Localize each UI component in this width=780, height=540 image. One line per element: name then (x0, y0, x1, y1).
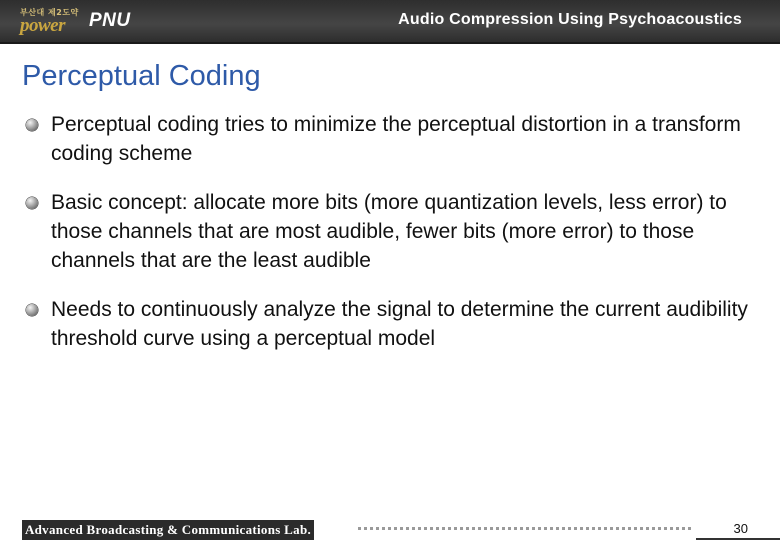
brand-name: PNU (89, 10, 131, 31)
bullet-text: Needs to continuously analyze the signal to determine the current audibility threshold curve using a perceptual model (51, 298, 748, 350)
bullet-item (26, 188, 766, 275)
footer-lab-name: Advanced Broadcasting & Communications Lab. (22, 520, 314, 540)
bullet-icon (26, 304, 38, 316)
bullet-item (26, 295, 766, 353)
footer-dotted-rule (358, 527, 692, 530)
slide-title: Perceptual Coding (22, 60, 261, 92)
logo (20, 7, 82, 37)
header-title: Audio Compression Using Psychoacoustics (398, 11, 742, 28)
bullet-text: Basic concept: allocate more bits (more quantization levels, less error) to those channels that are most audible, fewer bits (more error) to those channels that are the least audible (51, 191, 727, 272)
logo-korean-text: 부산대 제2도약 (20, 8, 79, 17)
bullet-text: Perceptual coding tries to minimize the perceptual distortion in a transform coding scheme (51, 113, 741, 165)
page-number: 30 (733, 521, 748, 536)
footer (0, 520, 780, 540)
logo-power-text: power (20, 15, 65, 36)
bullet-list (26, 110, 766, 373)
bullet-icon (26, 197, 38, 209)
header-bar (0, 0, 780, 44)
bullet-icon (26, 119, 38, 131)
bullet-item (26, 110, 766, 168)
